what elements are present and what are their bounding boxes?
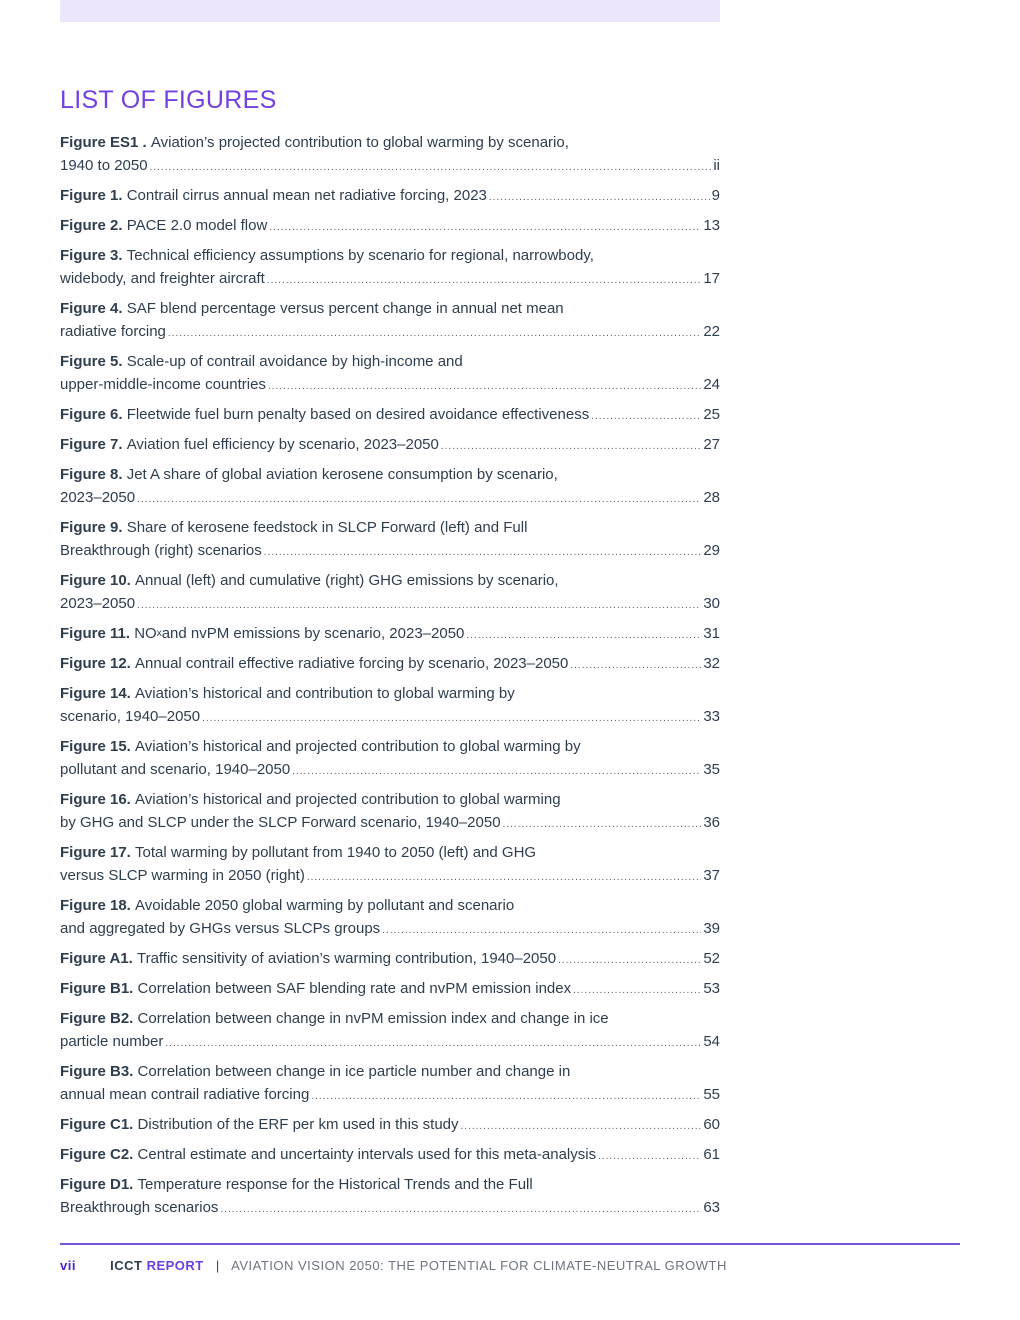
figure-entry[interactable] bbox=[60, 1007, 720, 1055]
figure-title-cont: Breakthrough scenarios bbox=[60, 1199, 219, 1216]
dot-leader bbox=[598, 1143, 701, 1168]
page-ref[interactable]: 9 bbox=[711, 187, 720, 204]
figure-entry[interactable] bbox=[60, 788, 720, 836]
page-ref[interactable]: 35 bbox=[703, 761, 720, 778]
page-ref[interactable]: 55 bbox=[703, 1086, 720, 1103]
figure-title-cont: radiative forcing bbox=[60, 323, 166, 340]
figure-title: Correlation between change in ice particle number and change in bbox=[137, 1063, 571, 1080]
figure-label: Figure 10. bbox=[60, 572, 131, 589]
figure-label: Figure 12. bbox=[60, 655, 131, 672]
figure-label: Figure A1. bbox=[60, 950, 133, 967]
dot-leader bbox=[591, 403, 701, 428]
page-ref[interactable]: 27 bbox=[703, 436, 720, 453]
figure-title: Distribution of the ERF per km used in this study bbox=[137, 1116, 459, 1133]
figure-label: Figure 1. bbox=[60, 187, 123, 204]
figure-title-cont: versus SLCP warming in 2050 (right) bbox=[60, 867, 305, 884]
figure-title: Scale-up of contrail avoidance by high-income and bbox=[126, 353, 463, 370]
figure-title: Annual (left) and cumulative (right) GHG emissions by scenario, bbox=[135, 572, 559, 589]
page-number: vii bbox=[60, 1258, 76, 1273]
figure-title: Technical efficiency assumptions by scenario for regional, narrowbody, bbox=[126, 247, 594, 264]
figure-title-cont: pollutant and scenario, 1940–2050 bbox=[60, 761, 291, 778]
figure-label: Figure 18. bbox=[60, 897, 131, 914]
figure-title: Correlation between SAF blending rate and nvPM emission index bbox=[137, 980, 572, 997]
figure-entry[interactable] bbox=[60, 184, 720, 209]
dot-leader bbox=[267, 267, 701, 292]
figure-title: Aviation fuel efficiency by scenario, 2023–2050 bbox=[126, 436, 439, 453]
figure-title: Aviation’s historical and contribution to global warming by bbox=[135, 685, 515, 702]
figure-label: Figure ES1 . bbox=[60, 134, 147, 151]
dot-leader bbox=[137, 486, 701, 511]
figure-title: Aviation’s projected contribution to global warming by scenario, bbox=[150, 134, 569, 151]
figure-entry[interactable] bbox=[60, 297, 720, 345]
dot-leader bbox=[292, 758, 701, 783]
header-band bbox=[60, 0, 720, 22]
dot-leader bbox=[150, 154, 712, 179]
figure-title: Aviation’s historical and projected contribution to global warming by bbox=[135, 738, 581, 755]
nox-text: NO bbox=[134, 625, 157, 642]
page-ref[interactable]: 32 bbox=[703, 655, 720, 672]
figure-label: Figure 6. bbox=[60, 406, 123, 423]
page-ref[interactable]: 37 bbox=[703, 867, 720, 884]
nox-subscript: x bbox=[156, 628, 162, 639]
figure-entry[interactable] bbox=[60, 350, 720, 398]
figure-title: Annual contrail effective radiative forcing by scenario, 2023–2050 bbox=[135, 655, 569, 672]
dot-leader bbox=[202, 705, 701, 730]
figure-title: PACE 2.0 model flow bbox=[126, 217, 268, 234]
figure-title-cont: 2023–2050 bbox=[60, 489, 136, 506]
dot-leader bbox=[137, 592, 701, 617]
figure-entry[interactable] bbox=[60, 682, 720, 730]
page-ref[interactable]: 31 bbox=[703, 625, 720, 642]
figure-title-cont: 2023–2050 bbox=[60, 595, 136, 612]
page-ref[interactable]: 29 bbox=[703, 542, 720, 559]
page-ref[interactable]: 17 bbox=[703, 270, 720, 287]
figure-title-cont: particle number bbox=[60, 1033, 164, 1050]
dot-leader bbox=[441, 433, 701, 458]
page-ref[interactable]: ii bbox=[713, 157, 720, 174]
figure-label: Figure 3. bbox=[60, 247, 123, 264]
page-ref[interactable]: 24 bbox=[703, 376, 720, 393]
page-ref[interactable]: 36 bbox=[703, 814, 720, 831]
figure-title: Jet A share of global aviation kerosene consumption by scenario, bbox=[126, 466, 558, 483]
page-ref[interactable]: 52 bbox=[703, 950, 720, 967]
figure-title: Fleetwide fuel burn penalty based on desired avoidance effectiveness bbox=[126, 406, 590, 423]
figure-label: Figure 17. bbox=[60, 844, 131, 861]
figure-label: Figure 15. bbox=[60, 738, 131, 755]
page-ref[interactable]: 30 bbox=[703, 595, 720, 612]
dot-leader bbox=[264, 539, 702, 564]
page-title: LIST OF FIGURES bbox=[60, 86, 277, 114]
figure-entry[interactable] bbox=[60, 977, 720, 1002]
footer-report: REPORT bbox=[146, 1258, 204, 1273]
page-ref[interactable]: 25 bbox=[703, 406, 720, 423]
figure-title: Central estimate and uncertainty intervals used for this meta-analysis bbox=[137, 1146, 597, 1163]
page-ref[interactable]: 53 bbox=[703, 980, 720, 997]
page-ref[interactable]: 22 bbox=[703, 323, 720, 340]
figure-entry[interactable] bbox=[60, 1173, 720, 1221]
dot-leader bbox=[311, 1083, 701, 1108]
figure-label: Figure 7. bbox=[60, 436, 123, 453]
figure-label: Figure B2. bbox=[60, 1010, 134, 1027]
figure-title: SAF blend percentage versus percent change in annual net mean bbox=[126, 300, 564, 317]
figure-label: Figure 4. bbox=[60, 300, 123, 317]
figure-title-cont: widebody, and freighter aircraft bbox=[60, 270, 265, 287]
footer-org: ICCT bbox=[110, 1258, 143, 1273]
dot-leader bbox=[165, 1030, 701, 1055]
figure-label: Figure 14. bbox=[60, 685, 131, 702]
figure-label: Figure 16. bbox=[60, 791, 131, 808]
figure-label: Figure D1. bbox=[60, 1176, 134, 1193]
figure-title: Total warming by pollutant from 1940 to 2050 (left) and GHG bbox=[135, 844, 537, 861]
figure-title-cont: upper-middle-income countries bbox=[60, 376, 266, 393]
figure-title-cont: Breakthrough (right) scenarios bbox=[60, 542, 262, 559]
dot-leader bbox=[220, 1196, 701, 1221]
dot-leader bbox=[268, 373, 701, 398]
figure-entry[interactable] bbox=[60, 403, 720, 428]
figure-entry[interactable] bbox=[60, 569, 720, 617]
figure-entry[interactable] bbox=[60, 433, 720, 458]
dot-leader bbox=[570, 652, 701, 677]
dot-leader bbox=[489, 184, 710, 209]
page-ref[interactable]: 13 bbox=[703, 217, 720, 234]
figure-label: Figure B3. bbox=[60, 1063, 134, 1080]
figure-list bbox=[60, 131, 720, 1226]
figure-title: Traffic sensitivity of aviation’s warming contribution, 1940–2050 bbox=[136, 950, 557, 967]
figure-title: Contrail cirrus annual mean net radiative forcing, 2023 bbox=[126, 187, 487, 204]
figure-title: Temperature response for the Historical Trends and the Full bbox=[137, 1176, 533, 1193]
footer bbox=[60, 1258, 727, 1273]
figure-title: Share of kerosene feedstock in SLCP Forward (left) and Full bbox=[126, 519, 528, 536]
dot-leader bbox=[461, 1113, 702, 1138]
figure-entry[interactable] bbox=[60, 516, 720, 564]
dot-leader bbox=[307, 864, 701, 889]
figure-title-cont: by GHG and SLCP under the SLCP Forward scenario, 1940–2050 bbox=[60, 814, 501, 831]
figure-title: Aviation’s historical and projected contribution to global warming bbox=[135, 791, 561, 808]
figure-title-cont: annual mean contrail radiative forcing bbox=[60, 1086, 310, 1103]
figure-entry[interactable] bbox=[60, 622, 720, 647]
figure-entry[interactable] bbox=[60, 1060, 720, 1108]
figure-label: Figure B1. bbox=[60, 980, 134, 997]
dot-leader bbox=[382, 917, 701, 942]
figure-title-cont: 1940 to 2050 bbox=[60, 157, 148, 174]
figure-title-cont: scenario, 1940–2050 bbox=[60, 708, 201, 725]
figure-entry[interactable] bbox=[60, 735, 720, 783]
figure-entry[interactable] bbox=[60, 244, 720, 292]
page-ref[interactable]: 33 bbox=[703, 708, 720, 725]
figure-label: Figure 8. bbox=[60, 466, 123, 483]
figure-entry[interactable] bbox=[60, 1113, 720, 1138]
figure-label: Figure C2. bbox=[60, 1146, 134, 1163]
dot-leader bbox=[558, 947, 701, 972]
page-ref[interactable]: 54 bbox=[703, 1033, 720, 1050]
figure-title-cont: and aggregated by GHGs versus SLCPs groups bbox=[60, 920, 381, 937]
figure-title: Avoidable 2050 global warming by pollutant and scenario bbox=[135, 897, 515, 914]
figure-label: Figure 2. bbox=[60, 217, 123, 234]
page-ref[interactable]: 63 bbox=[703, 1199, 720, 1216]
figure-entry[interactable] bbox=[60, 131, 720, 179]
figure-title: and nvPM emissions by scenario, 2023–2050 bbox=[161, 625, 465, 642]
dot-leader bbox=[466, 622, 701, 647]
page-ref[interactable]: 39 bbox=[703, 920, 720, 937]
figure-label: Figure 5. bbox=[60, 353, 123, 370]
figure-label: Figure C1. bbox=[60, 1116, 134, 1133]
dot-leader bbox=[168, 320, 701, 345]
figure-entry[interactable] bbox=[60, 1143, 720, 1168]
figure-label: Figure 9. bbox=[60, 519, 123, 536]
footer-title: AVIATION VISION 2050: THE POTENTIAL FOR CLIMATE-NEUTRAL GROWTH bbox=[231, 1258, 727, 1273]
figure-entry[interactable] bbox=[60, 463, 720, 511]
figure-label: Figure 11. bbox=[60, 625, 131, 642]
dot-leader bbox=[269, 214, 701, 239]
figure-entry[interactable] bbox=[60, 894, 720, 942]
dot-leader bbox=[503, 811, 702, 836]
figure-title: Correlation between change in nvPM emission index and change in ice bbox=[137, 1010, 609, 1027]
figure-entry[interactable] bbox=[60, 214, 720, 239]
dot-leader bbox=[573, 977, 701, 1002]
page-ref[interactable]: 28 bbox=[703, 489, 720, 506]
page-ref[interactable]: 61 bbox=[703, 1146, 720, 1163]
figure-entry[interactable] bbox=[60, 947, 720, 972]
page-ref[interactable]: 60 bbox=[703, 1116, 720, 1133]
figure-entry[interactable] bbox=[60, 841, 720, 889]
footer-divider bbox=[60, 1243, 960, 1245]
figure-entry[interactable] bbox=[60, 652, 720, 677]
footer-separator: | bbox=[215, 1258, 220, 1273]
